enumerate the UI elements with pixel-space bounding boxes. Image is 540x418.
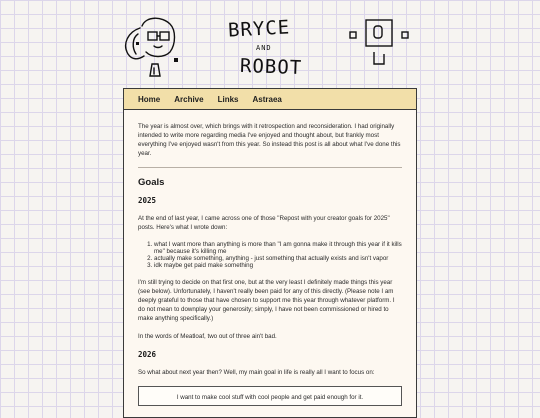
goal-quote: I want to make cool stuff with cool people and get paid enough for it. [176, 394, 364, 401]
site-title-line2[interactable]: AND [256, 44, 272, 52]
paragraph-meatloaf: In the words of Meatloaf, two out of three ain't bad. [138, 333, 277, 340]
post-content [124, 110, 416, 406]
divider [138, 167, 402, 168]
paragraph-2025: At the end of last year, I came across one of those "Repost with your creator goals for 2025" posts. Here's what I wrote down: [138, 215, 390, 231]
site-header [0, 0, 540, 88]
paragraph-2026: So what about next year then? Well, my main goal in life is really all I want to focus on: [138, 369, 375, 376]
nav-bar [124, 89, 416, 110]
heading-2026: 2026 [138, 350, 157, 359]
paragraph-result: I'm still trying to decide on that first one, but at the very least I definitely made things this year (see below). Unfortunately, I haven't really been paid for any of this directly. (Please note I am deeply grateful to those that have chosen to support me this year through whatever platform. I do not mean to downplay your generosity; simply, I have not been commissioned or hired to make anything specifically.) [138, 279, 395, 322]
post-card [123, 88, 417, 418]
goal-quote-box [138, 386, 402, 406]
nav-link-archive[interactable]: Archive [174, 94, 204, 104]
list-item: 3. idk maybe get paid make something [154, 262, 402, 269]
site-title-line1[interactable]: BRYCE [227, 16, 291, 42]
site-title-line3[interactable]: ROBOT [239, 54, 303, 80]
robot-character-icon [346, 14, 416, 74]
goals-heading: Goals [138, 177, 165, 188]
post-intro: The year is almost over, which brings with it retrospection and reconsideration. I had originally intended to write more regarding media I've enjoyed and thought about, but frankly most everything I've enjoyed wasn't from this year. So instead this post is all about what I've done this year. [138, 123, 401, 157]
nav-link-astraea[interactable]: Astraea [252, 94, 282, 104]
list-item: 1. what I want more than anything is more than "I am gonna make it through this year if it kills me" because it's killing me [154, 241, 402, 255]
nav-link-home[interactable]: Home [138, 94, 161, 104]
heading-2025: 2025 [138, 196, 157, 205]
goals-list [138, 241, 402, 269]
list-item: 2. actually make something, anything - just something that actually exists and isn't vapor [154, 255, 402, 262]
nav-link-links[interactable]: Links [217, 94, 239, 104]
bryce-character-icon [118, 6, 198, 86]
